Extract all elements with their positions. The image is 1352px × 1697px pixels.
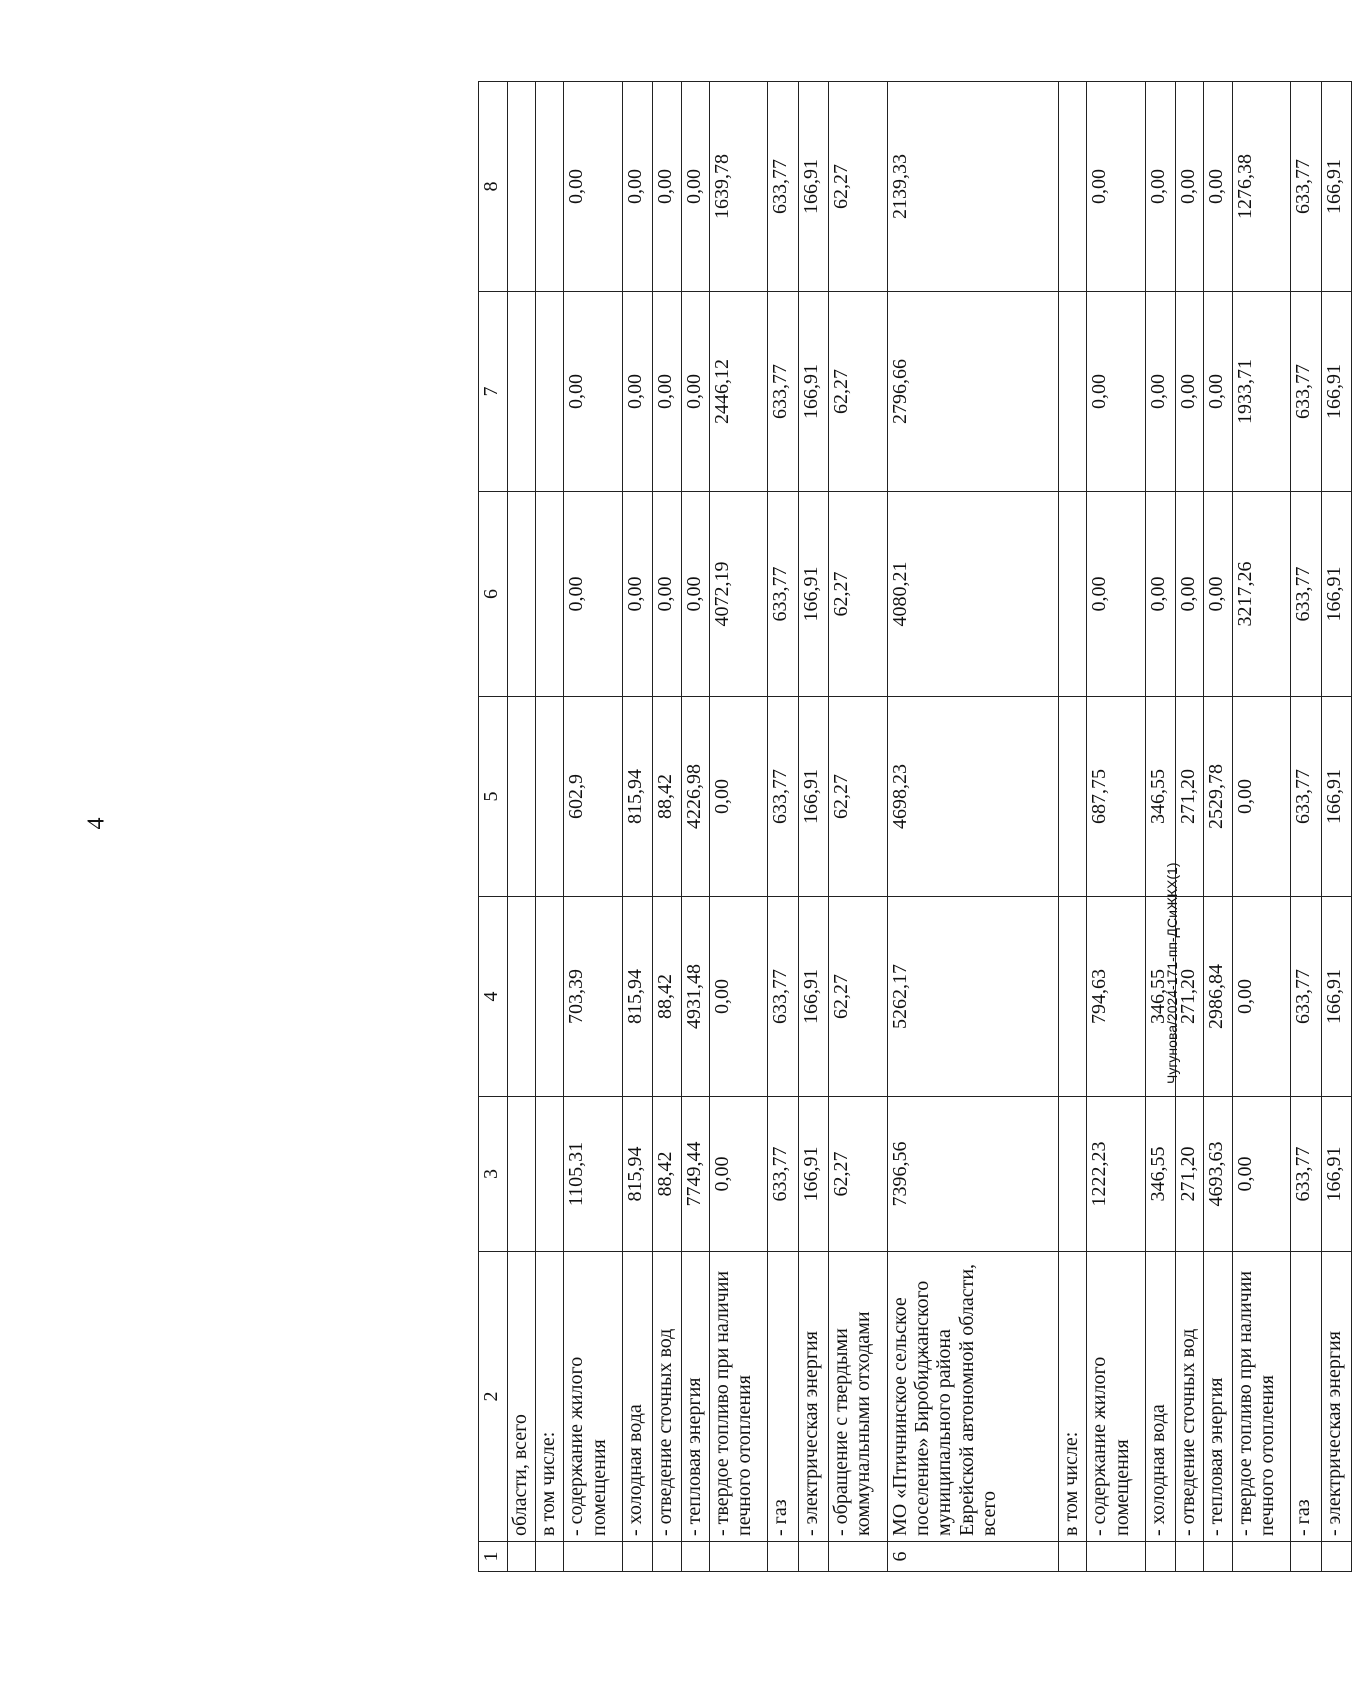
value-cell-col-5 xyxy=(508,697,536,897)
value-cell-col-5: 166,91 xyxy=(798,697,828,897)
value-cell-col-7: 0,00 xyxy=(1204,292,1232,492)
table-row xyxy=(709,82,768,1572)
value-cell-col-5: 88,42 xyxy=(653,697,681,897)
value-cell-col-8: 633,77 xyxy=(1291,82,1321,292)
row-label-cell: - тепловая энергия xyxy=(1204,1252,1232,1542)
row-number-cell xyxy=(798,1542,828,1572)
value-cell-col-8: 0,00 xyxy=(1176,82,1204,292)
value-cell-col-3: 633,77 xyxy=(768,1097,798,1252)
table-row xyxy=(829,82,888,1572)
value-cell-col-8: 0,00 xyxy=(1087,82,1146,292)
value-cell-col-7: 0,00 xyxy=(653,292,681,492)
value-cell-col-3: 815,94 xyxy=(622,1097,652,1252)
value-cell-col-6: 166,91 xyxy=(1321,492,1351,697)
value-cell-col-7: 62,27 xyxy=(829,292,888,492)
value-cell-col-3: 0,00 xyxy=(1232,1097,1291,1252)
value-cell-col-5: 346,55 xyxy=(1145,697,1175,897)
page-number: 4 xyxy=(83,817,110,830)
value-cell-col-3 xyxy=(1059,1097,1087,1252)
value-cell-col-7 xyxy=(1059,292,1087,492)
value-cell-col-6: 0,00 xyxy=(1176,492,1204,697)
value-cell-col-5: 166,91 xyxy=(1321,697,1351,897)
value-cell-col-3: 271,20 xyxy=(1176,1097,1204,1252)
row-label-cell: - тепловая энергия xyxy=(681,1252,709,1542)
row-label-cell: области, всего xyxy=(508,1252,536,1542)
table-row xyxy=(887,82,1058,1572)
row-number-cell xyxy=(1232,1542,1291,1572)
row-number-cell xyxy=(709,1542,768,1572)
column-header-4: 4 xyxy=(479,897,508,1097)
value-cell-col-6: 633,77 xyxy=(768,492,798,697)
value-cell-col-8: 2139,33 xyxy=(887,82,1058,292)
value-cell-col-5: 633,77 xyxy=(1291,697,1321,897)
value-cell-col-4 xyxy=(536,897,564,1097)
row-number-cell xyxy=(536,1542,564,1572)
row-label-cell: МО «Птичнинское сельское поселение» Биробиджанского муниципального района Еврейской автономной области, всего xyxy=(887,1252,1058,1542)
value-cell-col-5 xyxy=(536,697,564,897)
value-cell-col-4: 815,94 xyxy=(622,897,652,1097)
value-cell-col-3: 62,27 xyxy=(829,1097,888,1252)
value-cell-col-3: 346,55 xyxy=(1145,1097,1175,1252)
row-label-cell: - твердое топливо при наличии печного отопления xyxy=(1232,1252,1291,1542)
value-cell-col-4: 794,63 xyxy=(1087,897,1146,1097)
row-label-cell: - газ xyxy=(768,1252,798,1542)
row-number-cell xyxy=(1291,1542,1321,1572)
value-cell-col-4: 88,42 xyxy=(653,897,681,1097)
value-cell-col-6: 0,00 xyxy=(1145,492,1175,697)
value-cell-col-8 xyxy=(1059,82,1087,292)
value-cell-col-5: 602,9 xyxy=(564,697,623,897)
table-row xyxy=(681,82,709,1572)
value-cell-col-7: 0,00 xyxy=(1145,292,1175,492)
value-cell-col-3: 633,77 xyxy=(1291,1097,1321,1252)
value-cell-col-3: 88,42 xyxy=(653,1097,681,1252)
value-cell-col-8 xyxy=(508,82,536,292)
value-cell-col-8: 1276,38 xyxy=(1232,82,1291,292)
value-cell-col-5: 815,94 xyxy=(622,697,652,897)
value-cell-col-3 xyxy=(536,1097,564,1252)
column-header-6: 6 xyxy=(479,492,508,697)
value-cell-col-8: 0,00 xyxy=(564,82,623,292)
value-cell-col-6: 0,00 xyxy=(681,492,709,697)
value-cell-col-6: 62,27 xyxy=(829,492,888,697)
row-label-cell: - электрическая энергия xyxy=(1321,1252,1351,1542)
tariff-table xyxy=(478,81,1352,1572)
value-cell-col-6: 0,00 xyxy=(622,492,652,697)
value-cell-col-4: 0,00 xyxy=(1232,897,1291,1097)
column-header-3: 3 xyxy=(479,1097,508,1252)
value-cell-col-6: 166,91 xyxy=(798,492,828,697)
row-number-cell xyxy=(681,1542,709,1572)
value-cell-col-8: 633,77 xyxy=(768,82,798,292)
table-row xyxy=(798,82,828,1572)
row-number-cell xyxy=(829,1542,888,1572)
value-cell-col-4: 633,77 xyxy=(1291,897,1321,1097)
value-cell-col-7: 166,91 xyxy=(1321,292,1351,492)
table-row xyxy=(508,82,536,1572)
table-row xyxy=(1204,82,1232,1572)
value-cell-col-7: 633,77 xyxy=(768,292,798,492)
table-row xyxy=(768,82,798,1572)
row-number-cell xyxy=(564,1542,623,1572)
row-number-cell: 6 xyxy=(887,1542,1058,1572)
value-cell-col-7: 2796,66 xyxy=(887,292,1058,492)
value-cell-col-5: 0,00 xyxy=(1232,697,1291,897)
value-cell-col-6: 0,00 xyxy=(1087,492,1146,697)
value-cell-col-5: 4698,23 xyxy=(887,697,1058,897)
value-cell-col-7: 0,00 xyxy=(1176,292,1204,492)
row-label-cell: - обращение с твердыми коммунальными отходами xyxy=(829,1252,888,1542)
row-number-cell xyxy=(1087,1542,1146,1572)
value-cell-col-3 xyxy=(508,1097,536,1252)
value-cell-col-5: 2529,78 xyxy=(1204,697,1232,897)
value-cell-col-8: 0,00 xyxy=(1204,82,1232,292)
row-label-cell: - отведение сточных вод xyxy=(653,1252,681,1542)
row-number-cell xyxy=(653,1542,681,1572)
value-cell-col-4: 346,55 xyxy=(1145,897,1175,1097)
value-cell-col-6: 633,77 xyxy=(1291,492,1321,697)
value-cell-col-5 xyxy=(1059,697,1087,897)
value-cell-col-5: 4226,98 xyxy=(681,697,709,897)
value-cell-col-3: 166,91 xyxy=(1321,1097,1351,1252)
row-label-cell: - холодная вода xyxy=(622,1252,652,1542)
table-header-row xyxy=(479,82,508,1572)
value-cell-col-8: 62,27 xyxy=(829,82,888,292)
row-number-cell xyxy=(622,1542,652,1572)
value-cell-col-8: 166,91 xyxy=(798,82,828,292)
value-cell-col-4: 703,39 xyxy=(564,897,623,1097)
value-cell-col-3: 1105,31 xyxy=(564,1097,623,1252)
row-number-cell xyxy=(1059,1542,1087,1572)
value-cell-col-7: 0,00 xyxy=(681,292,709,492)
value-cell-col-6: 0,00 xyxy=(564,492,623,697)
value-cell-col-3: 0,00 xyxy=(709,1097,768,1252)
row-label-cell: - содержание жилого помещения xyxy=(564,1252,623,1542)
column-header-5: 5 xyxy=(479,697,508,897)
value-cell-col-4: 166,91 xyxy=(798,897,828,1097)
table-row xyxy=(622,82,652,1572)
value-cell-col-5: 0,00 xyxy=(709,697,768,897)
value-cell-col-7: 633,77 xyxy=(1291,292,1321,492)
value-cell-col-3: 166,91 xyxy=(798,1097,828,1252)
value-cell-col-4: 271,20 xyxy=(1176,897,1204,1097)
value-cell-col-6 xyxy=(536,492,564,697)
value-cell-col-6 xyxy=(508,492,536,697)
tariff-table-container xyxy=(478,82,1352,1572)
value-cell-col-8: 0,00 xyxy=(653,82,681,292)
column-header-1: 1 xyxy=(479,1542,508,1572)
value-cell-col-4 xyxy=(1059,897,1087,1097)
document-footer-code: Чугунова/2024-171-пп-ДСиЖКХ(1) xyxy=(1164,862,1180,1084)
value-cell-col-7: 0,00 xyxy=(564,292,623,492)
value-cell-col-8 xyxy=(536,82,564,292)
value-cell-col-4: 5262,17 xyxy=(887,897,1058,1097)
value-cell-col-6: 0,00 xyxy=(653,492,681,697)
value-cell-col-3: 7749,44 xyxy=(681,1097,709,1252)
row-label-cell: в том числе: xyxy=(1059,1252,1087,1542)
value-cell-col-7: 166,91 xyxy=(798,292,828,492)
table-row xyxy=(564,82,623,1572)
table-row xyxy=(536,82,564,1572)
column-header-2: 2 xyxy=(479,1252,508,1542)
value-cell-col-4: 633,77 xyxy=(768,897,798,1097)
column-header-7: 7 xyxy=(479,292,508,492)
value-cell-col-7 xyxy=(536,292,564,492)
row-number-cell xyxy=(768,1542,798,1572)
value-cell-col-5: 687,75 xyxy=(1087,697,1146,897)
row-label-cell: в том числе: xyxy=(536,1252,564,1542)
row-label-cell: - холодная вода xyxy=(1145,1252,1175,1542)
row-label-cell: - электрическая энергия xyxy=(798,1252,828,1542)
value-cell-col-6: 0,00 xyxy=(1204,492,1232,697)
table-row xyxy=(1059,82,1087,1572)
value-cell-col-8: 0,00 xyxy=(1145,82,1175,292)
value-cell-col-6 xyxy=(1059,492,1087,697)
value-cell-col-7: 2446,12 xyxy=(709,292,768,492)
value-cell-col-6: 3217,26 xyxy=(1232,492,1291,697)
value-cell-col-4: 4931,48 xyxy=(681,897,709,1097)
table-row xyxy=(653,82,681,1572)
value-cell-col-5: 62,27 xyxy=(829,697,888,897)
column-header-8: 8 xyxy=(479,82,508,292)
row-label-cell: - содержание жилого помещения xyxy=(1087,1252,1146,1542)
value-cell-col-5: 271,20 xyxy=(1176,697,1204,897)
row-number-cell xyxy=(1176,1542,1204,1572)
value-cell-col-5: 633,77 xyxy=(768,697,798,897)
table-row xyxy=(1232,82,1291,1572)
value-cell-col-7 xyxy=(508,292,536,492)
value-cell-col-4 xyxy=(508,897,536,1097)
table-row xyxy=(1291,82,1321,1572)
value-cell-col-7: 0,00 xyxy=(622,292,652,492)
value-cell-col-4: 2986,84 xyxy=(1204,897,1232,1097)
value-cell-col-3: 1222,23 xyxy=(1087,1097,1146,1252)
row-number-cell xyxy=(1321,1542,1351,1572)
table-row xyxy=(1321,82,1351,1572)
row-label-cell: - газ xyxy=(1291,1252,1321,1542)
value-cell-col-4: 166,91 xyxy=(1321,897,1351,1097)
value-cell-col-6: 4072,19 xyxy=(709,492,768,697)
row-number-cell xyxy=(508,1542,536,1572)
value-cell-col-8: 1639,78 xyxy=(709,82,768,292)
table-row xyxy=(1087,82,1146,1572)
row-number-cell xyxy=(1204,1542,1232,1572)
value-cell-col-3: 4693,63 xyxy=(1204,1097,1232,1252)
value-cell-col-4: 0,00 xyxy=(709,897,768,1097)
row-number-cell xyxy=(1145,1542,1175,1572)
value-cell-col-8: 0,00 xyxy=(622,82,652,292)
value-cell-col-4: 62,27 xyxy=(829,897,888,1097)
value-cell-col-7: 0,00 xyxy=(1087,292,1146,492)
value-cell-col-3: 7396,56 xyxy=(887,1097,1058,1252)
row-label-cell: - твердое топливо при наличии печного отопления xyxy=(709,1252,768,1542)
value-cell-col-7: 1933,71 xyxy=(1232,292,1291,492)
value-cell-col-8: 0,00 xyxy=(681,82,709,292)
row-label-cell: - отведение сточных вод xyxy=(1176,1252,1204,1542)
value-cell-col-6: 4080,21 xyxy=(887,492,1058,697)
value-cell-col-8: 166,91 xyxy=(1321,82,1351,292)
